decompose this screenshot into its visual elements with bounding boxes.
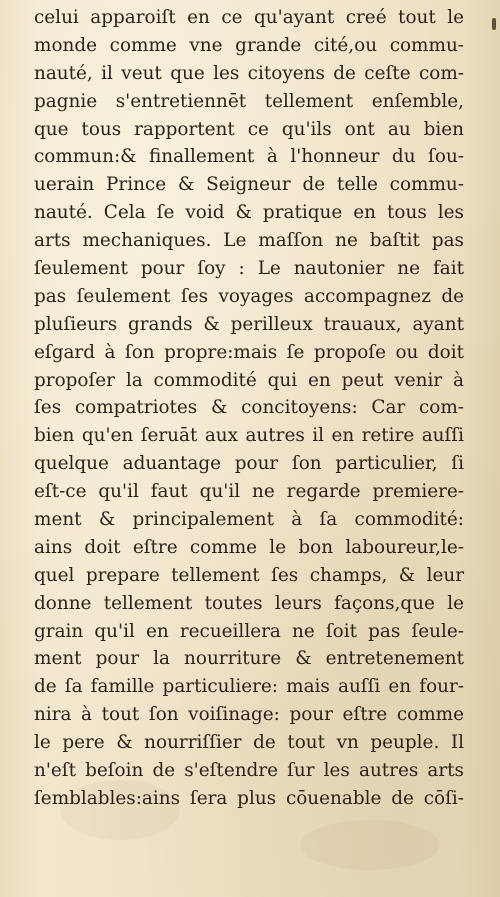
text-line: le pere & nourriſſier de tout vn peuple. Il: [34, 732, 464, 754]
text-line: pas ſeulement ſes voyages accompagnez de: [34, 285, 464, 307]
text-line: eſt-ce qu'il faut qu'il ne regarde premiere-: [34, 481, 464, 503]
text-line: nauté. Cela ſe void & pratique en tous les: [34, 202, 464, 224]
text-line: ment pour la nourriture & entretenement: [34, 648, 464, 670]
text-line: ſemblables:ains ſera plus cōuenable de cōſi-: [34, 787, 464, 809]
text-line: nira à tout ſon voiſinage: pour eſtre comme: [34, 704, 464, 726]
text-line: celui apparoiſt en ce qu'ayant creé tout le: [34, 7, 464, 28]
text-line: donne tellement toutes leurs façons,que le: [34, 592, 464, 614]
text-line: que tous rapportent ce qu'ils ont au bien: [34, 118, 464, 140]
text-line: eſgard à ſon propre:mais ſe propoſe ou doit: [34, 341, 464, 363]
paper-stain: [300, 820, 440, 870]
text-line: bien qu'en ſeruāt aux autres il en retire auſſi: [34, 425, 464, 447]
text-line: commun:& finallement à l'honneur du ſou-: [34, 146, 464, 168]
text-line: uerain Prince & Seigneur de telle commu-: [34, 174, 464, 196]
text-line: arts mechaniques. Le maſſon ne baſtit pas: [34, 230, 464, 252]
text-line: monde comme vne grande cité,ou commu-: [34, 34, 464, 56]
text-line: ſes compatriotes & concitoyens: Car com-: [34, 397, 464, 419]
text-line: ſeulement pour ſoy : Le nautonier ne fait: [34, 258, 464, 280]
text-line: quelque aduantage pour ſon particulier, ſi: [34, 453, 464, 475]
text-line: n'eſt beſoin de s'eſtendre ſur les autres arts: [34, 760, 464, 782]
text-line: grain qu'il en recueillera ne ſoit pas ſeule-: [34, 620, 464, 642]
text-line: de ſa famille particuliere: mais auſſi en four-: [34, 676, 464, 698]
text-line: quel prepare tellement ſes champs, & leur: [34, 564, 464, 586]
text-line: propoſer la commodité qui en peut venir à: [34, 369, 464, 391]
margin-mark: [492, 18, 496, 30]
text-line: ains doit eſtre comme le bon laboureur,le-: [34, 536, 464, 558]
text-line: pagnie s'entretiennēt tellement enſemble,: [34, 90, 464, 112]
text-line: ment & principalement à ſa commodité:: [34, 509, 464, 531]
body-text: [34, 4, 464, 813]
text-line: nauté, il veut que les citoyens de ceſte com-: [34, 62, 464, 84]
text-line: pluſieurs grands & perilleux trauaux, ayant: [34, 313, 464, 335]
